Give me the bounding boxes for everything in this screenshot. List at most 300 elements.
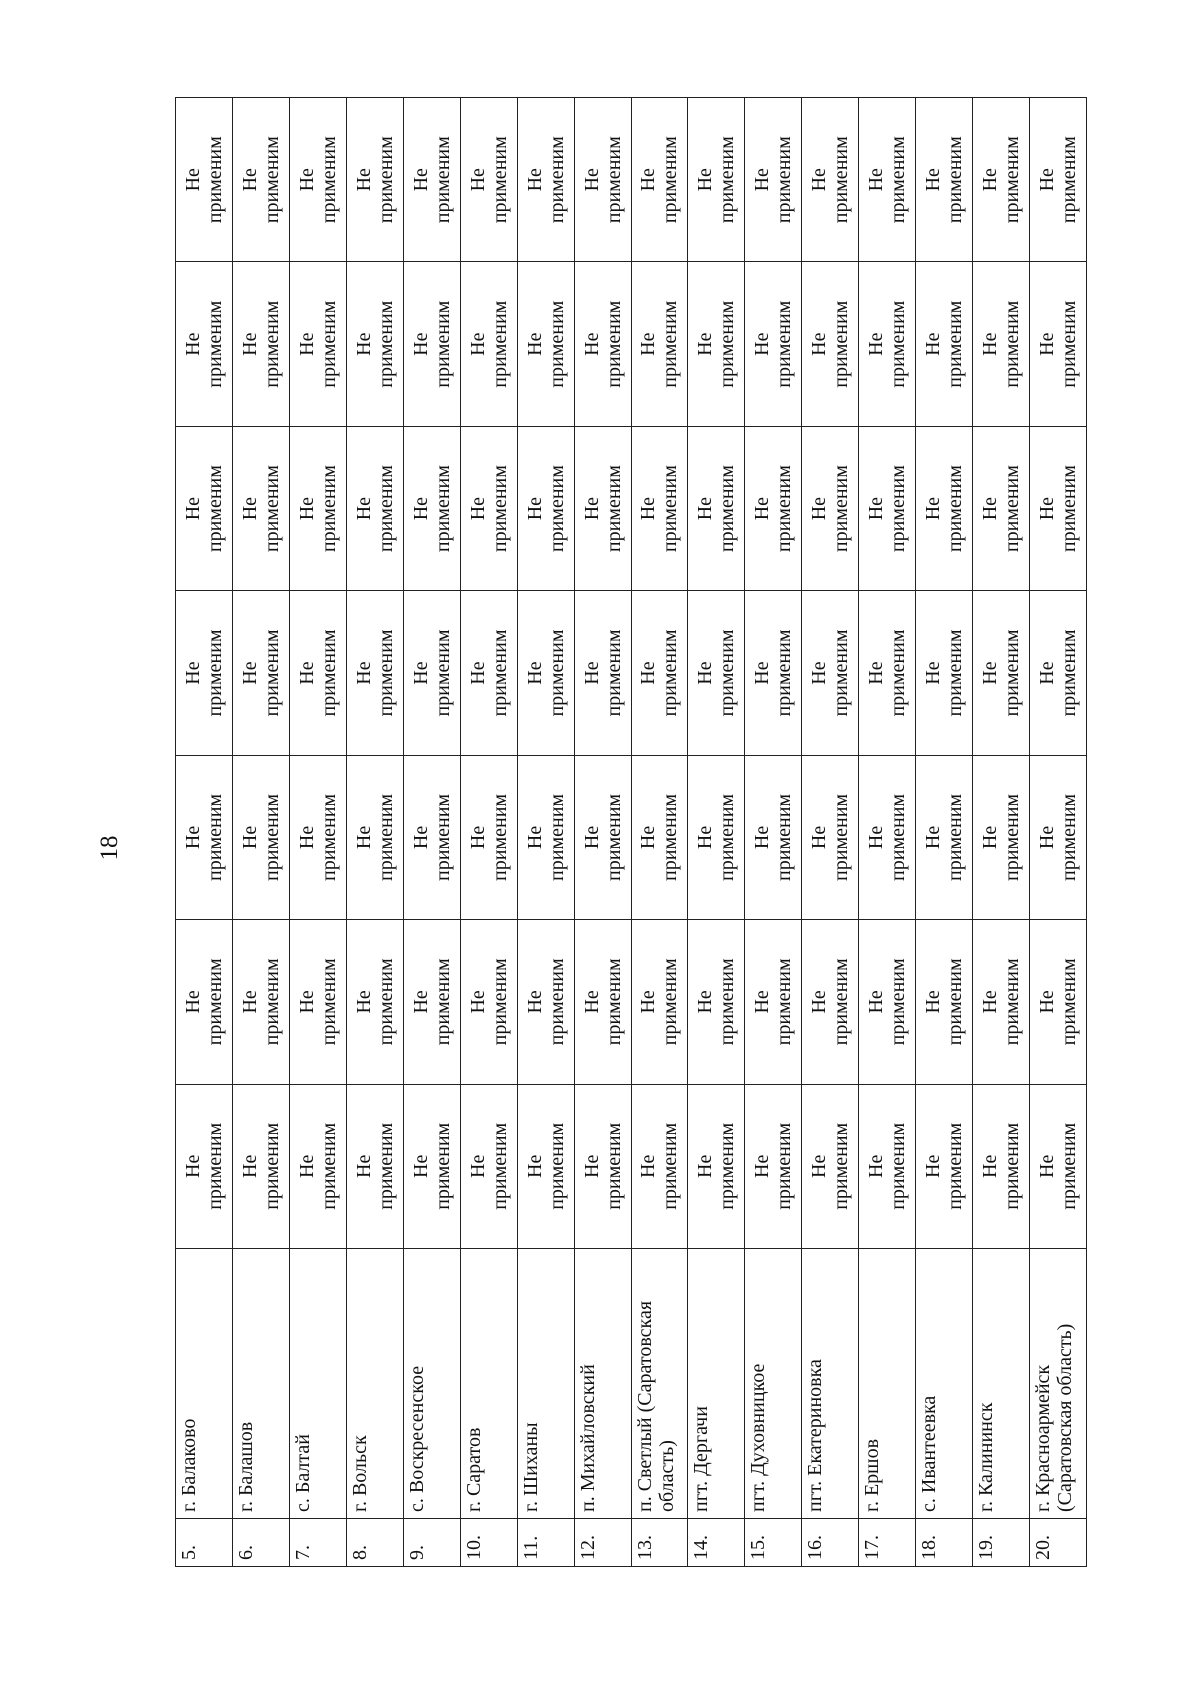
- status-text-bottom: применим: [1058, 958, 1081, 1046]
- status-cell: [745, 262, 802, 426]
- row-number: 10.: [460, 1519, 517, 1567]
- status-text-top: Не: [1036, 168, 1059, 192]
- page-number: 18: [96, 835, 123, 861]
- status-cell: [688, 426, 745, 590]
- status-cell: [460, 591, 517, 755]
- status-cell: [346, 98, 403, 262]
- status-cell: [289, 262, 346, 426]
- table-row: [232, 98, 289, 1567]
- status-text-bottom: применим: [944, 300, 967, 388]
- status-text-bottom: применим: [602, 300, 625, 388]
- settlement-name: г. Вольск: [346, 1249, 403, 1519]
- status-text-top: Не: [523, 332, 546, 356]
- status-text-bottom: применим: [203, 300, 226, 388]
- status-cell: [916, 920, 973, 1084]
- table-row: [688, 98, 745, 1567]
- status-text-bottom: применим: [716, 300, 739, 388]
- status-text-bottom: применим: [374, 629, 397, 717]
- status-text-top: Не: [409, 1154, 432, 1178]
- status-cell: [289, 591, 346, 755]
- status-text-bottom: применим: [374, 300, 397, 388]
- status-cell: [1030, 1084, 1087, 1248]
- status-text-bottom: применим: [887, 1122, 910, 1210]
- status-text-bottom: применим: [659, 793, 682, 881]
- status-text-top: Не: [352, 661, 375, 685]
- status-cell: [176, 262, 233, 426]
- status-text-bottom: применим: [260, 465, 283, 553]
- table-row: [574, 98, 631, 1567]
- status-cell: [916, 591, 973, 755]
- status-text-bottom: применим: [488, 1122, 511, 1210]
- row-number: 14.: [688, 1519, 745, 1567]
- status-cell: [460, 426, 517, 590]
- status-text-top: Не: [865, 661, 888, 685]
- rotated-table-wrapper: [175, 97, 1087, 1567]
- status-text-bottom: применим: [1001, 629, 1024, 717]
- status-cell: [1030, 98, 1087, 262]
- status-text-top: Не: [637, 1154, 660, 1178]
- status-text-top: Не: [466, 825, 489, 850]
- status-text-top: Не: [295, 1154, 318, 1178]
- status-cell: [1030, 426, 1087, 590]
- status-cell: [346, 262, 403, 426]
- status-text-bottom: применим: [488, 300, 511, 388]
- status-text-top: Не: [979, 825, 1002, 850]
- status-text-top: Не: [466, 661, 489, 685]
- status-text-top: Не: [1036, 661, 1059, 685]
- status-text-top: Не: [238, 332, 261, 356]
- status-text-bottom: применим: [830, 1122, 853, 1210]
- status-text-bottom: применим: [317, 793, 340, 881]
- status-text-bottom: применим: [260, 629, 283, 717]
- status-text-bottom: применим: [716, 465, 739, 553]
- status-text-top: Не: [523, 496, 546, 521]
- status-text-top: Не: [409, 496, 432, 521]
- status-cell: [745, 920, 802, 1084]
- status-text-bottom: применим: [317, 300, 340, 388]
- status-cell: [745, 591, 802, 755]
- status-cell: [403, 755, 460, 919]
- status-cell: [1030, 262, 1087, 426]
- status-cell: [859, 262, 916, 426]
- status-cell: [460, 1084, 517, 1248]
- table-row: [289, 98, 346, 1567]
- status-cell: [688, 920, 745, 1084]
- status-text-bottom: применим: [773, 1122, 796, 1210]
- status-cell: [460, 920, 517, 1084]
- table-row: [517, 98, 574, 1567]
- status-text-top: Не: [865, 168, 888, 192]
- status-cell: [403, 591, 460, 755]
- settlement-name: п. Михайловский: [574, 1249, 631, 1519]
- status-text-top: Не: [295, 990, 318, 1014]
- status-text-bottom: применим: [1001, 793, 1024, 881]
- status-text-bottom: применим: [716, 1122, 739, 1210]
- status-text-top: Не: [979, 661, 1002, 685]
- status-text-top: Не: [751, 990, 774, 1014]
- status-cell: [631, 755, 688, 919]
- status-text-bottom: применим: [887, 465, 910, 553]
- settlement-name: пгт. Екатериновка: [802, 1249, 859, 1519]
- status-text-bottom: применим: [317, 629, 340, 717]
- settlement-name: пгт. Дергачи: [688, 1249, 745, 1519]
- status-text-bottom: применим: [887, 629, 910, 717]
- status-cell: [289, 920, 346, 1084]
- status-cell: [1030, 755, 1087, 919]
- status-cell: [631, 591, 688, 755]
- status-cell: [346, 920, 403, 1084]
- status-text-top: Не: [238, 825, 261, 850]
- status-cell: [176, 98, 233, 262]
- status-text-bottom: применим: [374, 136, 397, 224]
- status-cell: [688, 591, 745, 755]
- status-text-bottom: применим: [1001, 300, 1024, 388]
- settlement-name: г. Красноармейск (Саратовская область): [1030, 1249, 1087, 1519]
- status-text-top: Не: [181, 332, 204, 356]
- status-text-top: Не: [637, 990, 660, 1014]
- status-text-bottom: применим: [488, 465, 511, 553]
- status-text-top: Не: [865, 332, 888, 356]
- status-text-bottom: применим: [602, 136, 625, 224]
- table-row: [973, 98, 1030, 1567]
- status-text-top: Не: [466, 496, 489, 521]
- status-text-top: Не: [295, 496, 318, 521]
- status-text-bottom: применим: [545, 465, 568, 553]
- status-text-top: Не: [1036, 332, 1059, 356]
- status-text-top: Не: [637, 661, 660, 685]
- status-text-bottom: применим: [773, 793, 796, 881]
- status-cell: [232, 426, 289, 590]
- settlement-name: г. Балаково: [176, 1249, 233, 1519]
- status-cell: [973, 1084, 1030, 1248]
- status-text-bottom: применим: [1001, 136, 1024, 224]
- row-number: 16.: [802, 1519, 859, 1567]
- status-text-bottom: применим: [374, 1122, 397, 1210]
- row-number: 12.: [574, 1519, 631, 1567]
- row-number: 8.: [346, 1519, 403, 1567]
- status-text-top: Не: [580, 1154, 603, 1178]
- status-text-top: Не: [865, 496, 888, 521]
- status-cell: [403, 262, 460, 426]
- status-text-bottom: применим: [1058, 793, 1081, 881]
- status-text-bottom: применим: [887, 300, 910, 388]
- status-text-bottom: применим: [944, 465, 967, 553]
- status-text-top: Не: [523, 168, 546, 192]
- status-cell: [631, 1084, 688, 1248]
- status-text-bottom: применим: [374, 465, 397, 553]
- status-text-top: Не: [637, 168, 660, 192]
- status-text-bottom: применим: [773, 629, 796, 717]
- status-text-top: Не: [751, 661, 774, 685]
- table-row: [859, 98, 916, 1567]
- status-text-top: Не: [808, 1154, 831, 1178]
- status-cell: [916, 262, 973, 426]
- status-text-bottom: применим: [887, 136, 910, 224]
- status-cell: [631, 98, 688, 262]
- status-text-bottom: применим: [830, 958, 853, 1046]
- status-cell: [859, 98, 916, 262]
- settlements-table: [175, 97, 1087, 1567]
- status-text-top: Не: [181, 825, 204, 850]
- status-cell: [916, 1084, 973, 1248]
- row-number: 9.: [403, 1519, 460, 1567]
- status-text-bottom: применим: [374, 958, 397, 1046]
- status-cell: [289, 1084, 346, 1248]
- status-text-top: Не: [409, 825, 432, 850]
- status-cell: [232, 920, 289, 1084]
- settlement-name: п. Светлый (Саратовская область): [631, 1249, 688, 1519]
- status-cell: [574, 262, 631, 426]
- status-text-top: Не: [181, 496, 204, 521]
- status-cell: [346, 755, 403, 919]
- status-text-bottom: применим: [659, 465, 682, 553]
- status-cell: [745, 426, 802, 590]
- status-cell: [1030, 920, 1087, 1084]
- status-text-top: Не: [352, 332, 375, 356]
- status-cell: [1030, 591, 1087, 755]
- status-cell: [802, 1084, 859, 1248]
- status-text-bottom: применим: [830, 793, 853, 881]
- status-text-top: Не: [865, 825, 888, 850]
- status-cell: [973, 755, 1030, 919]
- status-text-top: Не: [637, 825, 660, 850]
- status-cell: [574, 98, 631, 262]
- status-cell: [688, 262, 745, 426]
- status-text-bottom: применим: [716, 958, 739, 1046]
- status-text-top: Не: [295, 825, 318, 850]
- status-text-top: Не: [466, 990, 489, 1014]
- status-cell: [802, 591, 859, 755]
- status-text-top: Не: [694, 990, 717, 1014]
- status-text-top: Не: [979, 990, 1002, 1014]
- status-text-top: Не: [922, 990, 945, 1014]
- status-text-top: Не: [409, 332, 432, 356]
- status-text-bottom: применим: [317, 958, 340, 1046]
- status-text-bottom: применим: [944, 629, 967, 717]
- status-text-bottom: применим: [944, 136, 967, 224]
- settlement-name: с. Балтай: [289, 1249, 346, 1519]
- status-text-top: Не: [352, 496, 375, 521]
- status-text-top: Не: [808, 825, 831, 850]
- status-cell: [346, 591, 403, 755]
- settlement-name: г. Шиханы: [517, 1249, 574, 1519]
- status-text-top: Не: [808, 661, 831, 685]
- status-text-top: Не: [751, 168, 774, 192]
- status-text-top: Не: [295, 168, 318, 192]
- status-text-bottom: применим: [602, 465, 625, 553]
- status-text-bottom: применим: [203, 793, 226, 881]
- status-text-bottom: применим: [1058, 1122, 1081, 1210]
- status-text-top: Не: [865, 990, 888, 1014]
- status-cell: [973, 920, 1030, 1084]
- table-row: [176, 98, 233, 1567]
- status-text-bottom: применим: [887, 793, 910, 881]
- table-row: [1030, 98, 1087, 1567]
- status-text-bottom: применим: [431, 1122, 454, 1210]
- status-text-top: Не: [808, 168, 831, 192]
- status-cell: [232, 591, 289, 755]
- status-cell: [916, 426, 973, 590]
- status-text-top: Не: [295, 332, 318, 356]
- status-text-bottom: применим: [1001, 465, 1024, 553]
- status-text-bottom: применим: [659, 300, 682, 388]
- status-text-bottom: применим: [431, 793, 454, 881]
- row-number: 5.: [176, 1519, 233, 1567]
- status-text-top: Не: [238, 496, 261, 521]
- status-cell: [802, 98, 859, 262]
- status-text-bottom: применим: [317, 1122, 340, 1210]
- status-text-bottom: применим: [887, 958, 910, 1046]
- status-text-bottom: применим: [260, 793, 283, 881]
- status-text-top: Не: [466, 168, 489, 192]
- status-text-top: Не: [694, 1154, 717, 1178]
- status-text-top: Не: [238, 990, 261, 1014]
- status-cell: [232, 755, 289, 919]
- status-text-top: Не: [409, 990, 432, 1014]
- status-text-bottom: применим: [773, 465, 796, 553]
- status-text-bottom: применим: [203, 465, 226, 553]
- status-text-bottom: применим: [602, 1122, 625, 1210]
- row-number: 20.: [1030, 1519, 1087, 1567]
- status-text-top: Не: [181, 1154, 204, 1178]
- status-text-top: Не: [751, 825, 774, 850]
- status-cell: [973, 98, 1030, 262]
- status-text-top: Не: [352, 825, 375, 850]
- status-text-bottom: применим: [317, 136, 340, 224]
- status-text-bottom: применим: [260, 958, 283, 1046]
- status-text-top: Не: [922, 168, 945, 192]
- status-text-top: Не: [352, 990, 375, 1014]
- status-text-top: Не: [751, 332, 774, 356]
- status-cell: [688, 98, 745, 262]
- status-cell: [517, 755, 574, 919]
- status-text-top: Не: [694, 825, 717, 850]
- row-number: 7.: [289, 1519, 346, 1567]
- status-text-bottom: применим: [830, 300, 853, 388]
- status-text-top: Не: [808, 332, 831, 356]
- status-cell: [176, 920, 233, 1084]
- status-text-bottom: применим: [260, 300, 283, 388]
- status-cell: [859, 920, 916, 1084]
- status-cell: [232, 98, 289, 262]
- status-text-top: Не: [352, 1154, 375, 1178]
- status-cell: [517, 426, 574, 590]
- status-cell: [916, 98, 973, 262]
- status-text-top: Не: [352, 168, 375, 192]
- status-text-top: Не: [979, 1154, 1002, 1178]
- status-text-bottom: применим: [659, 958, 682, 1046]
- status-cell: [517, 591, 574, 755]
- status-text-bottom: применим: [659, 136, 682, 224]
- status-text-top: Не: [580, 990, 603, 1014]
- status-text-bottom: применим: [659, 629, 682, 717]
- status-text-top: Не: [922, 496, 945, 521]
- status-cell: [176, 426, 233, 590]
- status-cell: [346, 426, 403, 590]
- status-cell: [802, 262, 859, 426]
- status-cell: [232, 1084, 289, 1248]
- table-row: [460, 98, 517, 1567]
- status-text-top: Не: [409, 661, 432, 685]
- status-text-top: Не: [580, 825, 603, 850]
- status-cell: [859, 426, 916, 590]
- status-text-bottom: применим: [659, 1122, 682, 1210]
- status-text-bottom: применим: [545, 136, 568, 224]
- status-cell: [802, 920, 859, 1084]
- status-text-bottom: применим: [317, 465, 340, 553]
- status-text-bottom: применим: [545, 793, 568, 881]
- status-text-bottom: применим: [1058, 465, 1081, 553]
- status-cell: [973, 591, 1030, 755]
- status-cell: [460, 262, 517, 426]
- status-text-top: Не: [181, 168, 204, 192]
- table-row: [403, 98, 460, 1567]
- status-cell: [517, 262, 574, 426]
- status-cell: [631, 262, 688, 426]
- table-row: [916, 98, 973, 1567]
- status-cell: [916, 755, 973, 919]
- status-text-top: Не: [694, 661, 717, 685]
- status-text-top: Не: [637, 496, 660, 521]
- table-body: [176, 98, 1087, 1567]
- status-cell: [859, 1084, 916, 1248]
- status-cell: [403, 920, 460, 1084]
- status-text-top: Не: [580, 661, 603, 685]
- status-text-bottom: применим: [431, 465, 454, 553]
- status-cell: [631, 920, 688, 1084]
- status-text-bottom: применим: [203, 958, 226, 1046]
- row-number: 17.: [859, 1519, 916, 1567]
- status-text-bottom: применим: [545, 1122, 568, 1210]
- status-text-bottom: применим: [716, 136, 739, 224]
- status-text-bottom: применим: [1058, 300, 1081, 388]
- status-text-bottom: применим: [716, 793, 739, 881]
- status-text-bottom: применим: [488, 793, 511, 881]
- status-text-top: Не: [979, 332, 1002, 356]
- status-text-top: Не: [922, 825, 945, 850]
- status-text-top: Не: [580, 496, 603, 521]
- status-cell: [973, 426, 1030, 590]
- status-text-bottom: применим: [203, 136, 226, 224]
- status-text-top: Не: [238, 1154, 261, 1178]
- status-text-top: Не: [922, 661, 945, 685]
- status-text-top: Не: [694, 332, 717, 356]
- status-cell: [289, 755, 346, 919]
- status-cell: [289, 426, 346, 590]
- status-cell: [802, 755, 859, 919]
- status-cell: [346, 1084, 403, 1248]
- status-cell: [688, 755, 745, 919]
- table-row: [346, 98, 403, 1567]
- status-text-bottom: применим: [716, 629, 739, 717]
- row-number: 11.: [517, 1519, 574, 1567]
- status-text-top: Не: [979, 496, 1002, 521]
- status-cell: [176, 755, 233, 919]
- status-text-bottom: применим: [944, 1122, 967, 1210]
- status-text-bottom: применим: [1058, 136, 1081, 224]
- status-cell: [460, 98, 517, 262]
- status-cell: [517, 1084, 574, 1248]
- status-text-top: Не: [523, 825, 546, 850]
- table-row: [802, 98, 859, 1567]
- status-text-bottom: применим: [1058, 629, 1081, 717]
- status-cell: [574, 1084, 631, 1248]
- status-text-top: Не: [922, 1154, 945, 1178]
- status-text-bottom: применим: [545, 300, 568, 388]
- settlement-name: с. Ивантеевка: [916, 1249, 973, 1519]
- status-cell: [688, 1084, 745, 1248]
- status-text-top: Не: [751, 1154, 774, 1178]
